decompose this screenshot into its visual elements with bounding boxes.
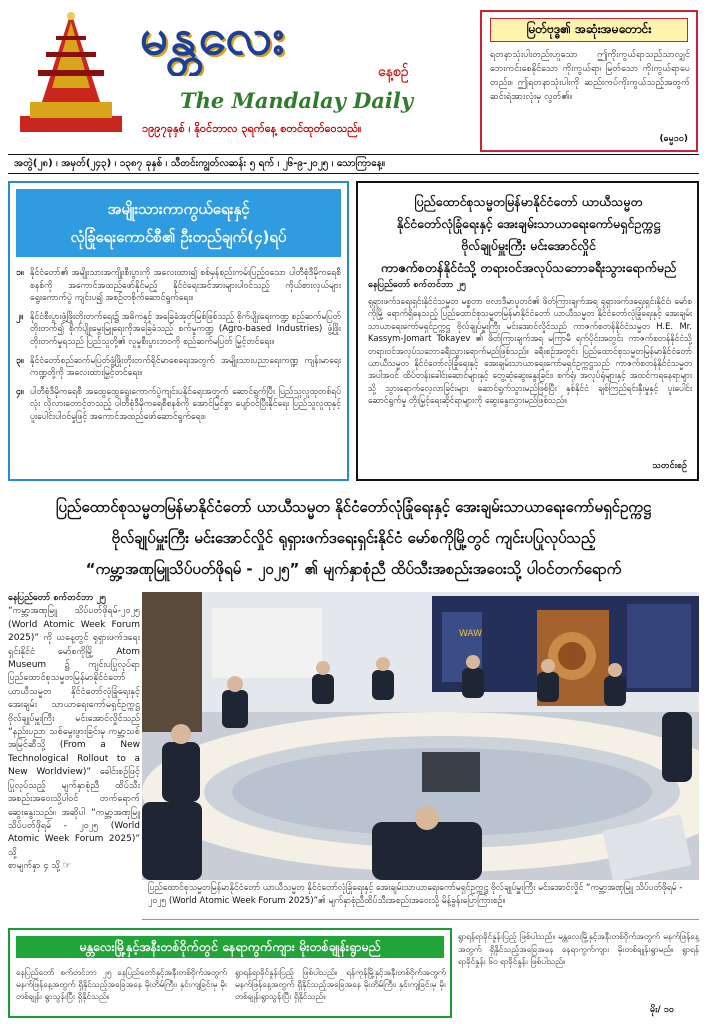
main-article-body: “ကမ္ဘာ့အဏုမြူ သိပ်ပတ်ဖိုရမ်-၂၀၂၅ (World Atomic Week Forum 2025)” ကို ယနေ့တွင် ရုရှားဖက်ဒရေးရှင်းနိုင်ငံ မော်စကိုမြို့ Atom Museum ၌ ကျင်းပပြုလုပ်ရာ ပြည်ထောင်စုသမ္မတမြန်မာနိုင်ငံတော် ယာယီသမ္မတ နိုင်ငံတော်လုံခြုံရေးနှင့် အေးချမ်း သာယာရေးကော်မရှင်ဥက္ကဋ္ဌ ဗိုလ်ချုပ်မှူးကြီး မင်းအောင်လှိုင်သည် “နည်းပညာ သစ်မွေးဖွားခြင်းမှ ကမ္ဘာ့သစ် အမြင်ဆီသို့ (From a New Technological Rollout to a New Worldview)” ခေါင်းစဉ်ဖြင့် ပြုလုပ်သည့် မျက်နှာစုံညီ ထိပ်သီး အစည်းအဝေးသို့ပါဝင် တက်ရောက်ဆွေးနွေးသည်။ အဆိုပါ “ကမ္ဘာ့အဏုမြူ သိပ်ပတ်ဖိုရမ် - ၂၀၂၅ (World Atomic Week Forum 2025)” သို့	[8, 606, 140, 858]
objectives-heading-line: အမျိုးသားကာကွယ်ရေးနှင့်	[107, 200, 250, 218]
main-headline-line: ဗိုလ်ချုပ်မှူးကြီး မင်းအောင်လှိုင် ရုရှားဖက်ဒရေးရှင်းနိုင်ငံ မော်စကိုမြို့တွင် ကျင်းပပြုလုပ်သည့်	[111, 529, 596, 547]
weather-text: နေပြည်တော် စက်တင်ဘာ ၂၅ နေပြည်တော်နှင့်အနီးတစ်ဝိုက်အတွက် မနက်ဖြန်နေ့အတွက် ရှိနိုင်သည့်အခြေအနေ မိုးတိမ်ကြီး၊ နှင်းကျခြင်းမှ မိုးတစ်ချုန်း ရွာသွန်းပြီး ရှိနိုင်သည်။	[16, 967, 227, 1001]
weather-continued: ရွာရန်ရာခိုင်နှုန်းပြည့် ဖြစ်ပါသည်။ မန္တလေးမြို့နှင့်အနီးတစ်ဝိုက်အတွက် မနက်ဖြန်နေ့အတွက် ရှိနိုင်သည့်အခြေအနေ နေရာကွက်ကျား မိုးတစ်ချုန်းရွာမည်။ ရွာရန်ရာခိုင်နှုန်း ၆၀ ရာခိုင်နှုန်း ဖြစ်ပါသည်။	[458, 931, 699, 966]
forum-photo	[142, 592, 699, 880]
english-title: The Mandalay Daily	[180, 88, 414, 113]
list-item	[16, 267, 341, 305]
objectives-list	[16, 267, 341, 430]
item-number: ၂။	[16, 311, 23, 322]
headline-line: ဗိုလ်ချုပ်မှူးကြီး မင်းအောင်လှိုင်	[461, 238, 596, 253]
established-line: ၁၉၉၇ခုနှစ် ၊ နိုဝင်ဘာလ ၃ရက်နေ့ စတင်ထုတ်ဝေသည်။	[142, 122, 362, 135]
issue-dateline: အတွဲ(၂၈) ၊ အမှတ်(၂၄၃) ၊ ၁၃၈၇ ခုနှစ် ၊ သီတင်းကျွတ်လဆန်း ၅ ရက် ၊ ၂၆-၉-၂၀၂၅ ၊ သောကြာနေ့။	[8, 154, 699, 174]
quote-ref: (ဓမ္မ၁၀)	[659, 134, 688, 144]
page-reference: မိုး/ ၁၀	[650, 1005, 674, 1015]
weather-text: ရွာရန်ရာခိုင်နှုန်းပြည့် ဖြစ်ပါသည်။ ရန်ကုန်မြို့နှင့်အနီးတစ်ဝိုက်အတွက် မနက်ဖြန်နေ့အတွက် ရှိနိုင်သည့်အခြေအနေ မိုးတိမ်ကြီး၊ နှင်းကျခြင်းမှ မိုးတစ်ချုန်းရွာသွန်းပြီး ရှိနိုင်သည်။	[235, 967, 446, 1001]
list-item	[16, 311, 341, 349]
continue-link[interactable]: စာမျက်နှာ ၄ သို့ ☞	[8, 861, 71, 872]
item-text: ပါတီစုံဒီမိုကရေစီ အထွေထွေရွေးကောက်ပွဲကျင်းပနိုင်ရေးအတွက် ဆောင်ရွက်ပြီး ပြည်သူလူထုတစ်ရပ်လုံး လိုလားတောင့်တသည့် ပါတီစုံဒီမိုကရေစီစနစ်ကို အောင်မြင်စွာ ပျော်ဝင်ပြီးနိုင်ရေး ပြည်သူလူထုနှင့် ပူးပေါင်းပါဝင်မှုဖြင့် အကောင်အထည်ဖော်ဆောင်ရွက်ရေး။	[30, 386, 341, 422]
main-headline-line: ပြည်ထောင်စုသမ္မတမြန်မာနိုင်ငံတော် ယာယီသမ္မတ နိုင်ငံတော်လုံခြုံရေးနှင့် အေးချမ်းသာယာရေးကော်မရှင်ဥက္ကဋ္ဌ	[55, 498, 652, 516]
article-headline	[364, 191, 693, 279]
weather-box	[8, 928, 452, 1018]
article-byline: နေပြည်တော် စက်တင်ဘာ ၂၅	[368, 280, 466, 290]
headline-line: နိုင်ငံတော်လုံခြုံရေးနှင့် အေးချမ်းသာယာရေးကော်မရှင်ဥက္ကဋ္ဌ	[396, 216, 661, 231]
objectives-heading	[16, 189, 341, 257]
dhamma-quote-box	[480, 10, 698, 152]
item-text: နိုင်ငံတော်၏ အမျိုးသားအကျိုးစီးပွားကို အလေးထား၍ စစ်မှန်စည်းကမ်းပြည့်ဝသော ပါတီစုံဒီမိုကရေစီစနစ်ကို အကောင်အထည်ဖော်နိုင်မည့် နိုင်ငံရေးအင်အားများပါဝင်သည့် ကိုယ်စားလှယ်များရွေးကောက်ပွဲ ကျင်းပ၍ အစဉ်တစိုက်ဆောင်ရွက်ရေး။	[30, 268, 341, 304]
photo-caption: ပြည်ထောင်စုသမ္မတမြန်မာနိုင်ငံတော် ယာယီသမ္မတ နိုင်ငံတော်လုံခြုံရေးနှင့် အေးချမ်းသာယာရေးကော်မရှင်ဥက္ကဋ္ဌ ဗိုလ်ချုပ်မှူးကြီး မင်းအောင်လှိုင် “ကမ္ဘာ့အဏုမြူ သိပ်ပတ်ဖိုရမ် - ၂၀၂၅ (World Atomic Week Forum 2025)”၏ မျက်နှာစုံညီထိပ်သီးအစည်းအဝေးသို့ မိန့်ခွန်းပြောကြားစဉ်။	[142, 880, 699, 920]
pagoda-logo-icon	[12, 8, 130, 136]
article-source: သတင်းစဉ်	[652, 461, 687, 471]
weather-columns	[16, 966, 446, 1002]
brand-name: မန္တလေး	[140, 7, 288, 66]
main-headline-line: “ကမ္ဘာ့အဏုမြူသိပ်ပတ်ဖိုရမ် - ၂၀၂၅” ၏ မျက်နှာစုံညီ ထိပ်သီးအစည်းအဝေးသို့ ပါဝင်တက်ရောက်	[85, 560, 622, 578]
objectives-heading-line: လုံခြုံရေးကောင်စီ၏ ဦးတည်ချက်(၄)ရပ်	[70, 228, 287, 246]
quote-text: ရတနာသုံးပါးတည်းဟူသော ဤကိုးကွယ်ရာသည်သာလျှင် ဘေးကင်းစေနိုင်သော ကိုးကွယ်ရာ၊ မြတ်သော ကိုးကွယ်ရာပေတည်း။ ဤရတနာသုံးပါးကို ဆည်းကပ်ကိုးကွယ်သည့်အတွက် ဆင်းရဲအားလုံးမှ လွတ်၏။	[490, 50, 690, 102]
item-text: နိုင်ငံတော်စည်ဆက်မပြတ်ဖွံ့ဖြိုးတိုးတက်ရိုင်မာစေရေးအတွက် အမျိုးသားပညာရေးကဏ္ဍ ကျန်းမာရေးကဏ္ဍတို့ကို အလေးထားမြှင့်တင်ရေး။	[30, 355, 341, 379]
main-article-dateline: နေပြည်တော် စက်တင်ဘာ ၂၅	[8, 593, 106, 603]
quote-title: မြတ်ဗုဒ္ဓ၏ အဆုံးအမတောင်း	[490, 18, 688, 42]
weather-headline: မန္တလေးမြို့နှင့်အနီးတစ်ဝိုက်တွင် နေရာကွက်ကျား မိုးတစ်ချုန်းရွာမည်	[16, 936, 444, 958]
item-number: ၁။	[16, 268, 24, 278]
item-number: ၃။	[16, 355, 24, 366]
brand-subtitle: နေ့စဉ်	[378, 64, 409, 80]
headline-line: ပြည်ထောင်စုသမ္မတမြန်မာနိုင်ငံတော် ယာယီသမ္မတ	[414, 194, 643, 209]
item-text: နိုင်ငံစီးပွားဖွံ့ဖြိုးတိုးတက်ရေး၌ အဓိကနှင့် အခြေခံအုတ်မြစ်ဖြစ်သည့် စိုက်ပျိုးရေးကဏ္ဍ စည်ဆက်မပြတ်တိုးတက်၍ စိုက်ပျိုးမွေးမြူရေးကိုအခြေခံသည့် စက်မှုကဏ္ဍ (Agro-based Industries) ဖွံ့ဖြိုးတိုးတက်မှုရသည် ပြည်သူတို့၏ လူမှုစီးပွားဘဝကို စည်ဆက်မပြတ် မြှင့်တင်ရေး။	[30, 311, 341, 347]
list-item	[16, 386, 341, 424]
item-number: ၄။	[16, 386, 24, 397]
screen-logo-text: WAW	[459, 629, 482, 639]
visit-article	[356, 181, 699, 481]
main-headline	[8, 492, 699, 585]
main-article-column	[8, 592, 140, 910]
article-body: ရုရှားဖက်ဒရေးရှင်းနိုင်ငံသမ္မတ မစ္စတာ ဗလာဒီမာပူတင်၏ ဖိတ်ကြားချက်အရ ရုရှားဖက်ဒရေးရှင်းနိုင်ငံ၊ မော်စကိုမြို့ ရောက်ရှိနေသည့် ပြည်ထောင်စုသမ္မတမြန်မာနိုင်ငံတော် ယာယီသမ္မတ နိုင်ငံတော်လုံခြုံရေးနှင့် အေးချမ်းသာယာရေးကော်မရှင်ဥက္ကဋ္ဌ ဗိုလ်ချုပ်မှူးကြီး မင်းအောင်လှိုင်သည် ကာဇက်စတန်နိုင်ငံသမ္မတ H.E. Mr. Kassym-Jomart Tokayev ၏ ဖိတ်ကြားချက်အရ မကြာမီ ရက်ပိုင်းအတွင်း ကာဇက်စတန်နိုင်ငံသို့ တရားဝင်အလုပ်သဘောခရီးသွားရောက်မည်ဖြစ်သည်။ ခရီးစဉ်အတွင်း ပြည်ထောင်စုသမ္မတမြန်မာနိုင်ငံတော် ယာယီသမ္မတ နိုင်ငံတော်လုံခြုံရေးနှင့် အေးချမ်းသာယာရေးကော်မရှင်ဥက္ကဋ္ဌသည် ကာဇက်စတန်နိုင်ငံသမ္မတ အပါအဝင် ထိပ်တန်းခေါင်းဆောင်များနှင့် တွေ့ဆုံဆွေးနွေးခြင်း၊ စက်ရုံ၊ အလုပ်ရုံများနှင့် အထင်ကရနေရာများသို့ သွားရောက်လေ့လာခြင်းများ ဆောင်ရွက်သွားမည်ဖြစ်ပြီး နှစ်နိုင်ငံ ချစ်ကြည်ရင်းနှီးမှုနှင့် ပူးပေါင်းဆောင်ရွက်မှု တိုးမြှင့်ရေးဆိုင်ရာများကို ဆွေးနွေးသွားမည်ဖြစ်သည်။	[368, 296, 692, 406]
objectives-box	[8, 181, 349, 481]
headline-line: ကာဇက်စတန်နိုင်ငံသို့ တရားဝင်အလုပ်သဘောခရီးသွားရောက်မည်	[380, 260, 677, 275]
list-item	[16, 355, 341, 380]
